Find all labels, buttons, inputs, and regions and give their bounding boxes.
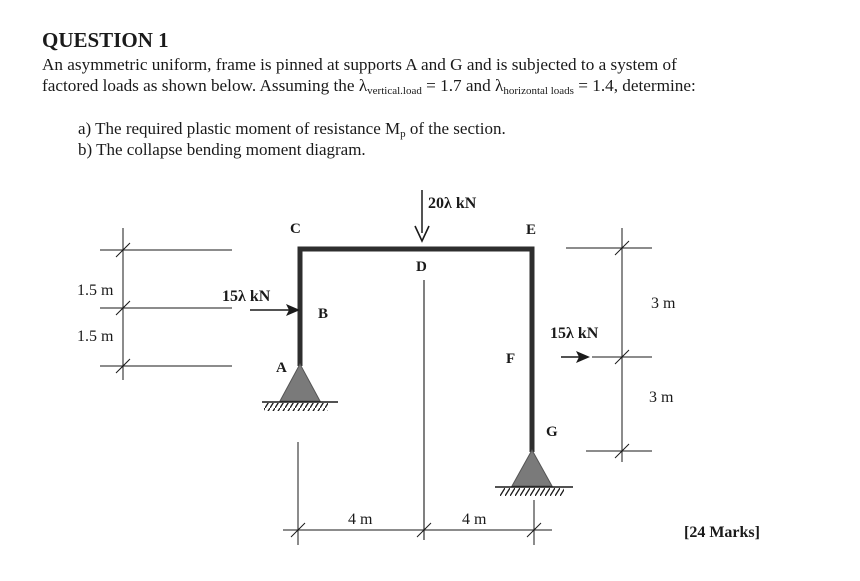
lambda-vertical-value: = 1.7 and bbox=[421, 76, 496, 95]
question-heading: QUESTION 1 bbox=[42, 28, 169, 52]
node-label-b: B bbox=[318, 306, 329, 322]
marks-label: [24 Marks] bbox=[684, 524, 760, 541]
load-right bbox=[550, 325, 612, 363]
part-a-text-end: of the section. bbox=[405, 119, 506, 138]
intro-line-1: An asymmetric uniform, frame is pinned at supports A and G and is subjected to a system of bbox=[42, 55, 677, 74]
support-a-hatch bbox=[264, 403, 328, 411]
dimension-bottom-left-label: 4 m bbox=[348, 511, 373, 528]
load-top-label: 20λ kN bbox=[428, 195, 477, 212]
dimension-right-upper-label: 3 m bbox=[651, 295, 676, 312]
node-label-e: E bbox=[526, 222, 537, 238]
lambda-horizontal-subscript: horizontal loads bbox=[503, 85, 574, 97]
load-right-label: 15λ kN bbox=[550, 325, 599, 342]
load-top bbox=[415, 190, 477, 241]
support-g bbox=[495, 450, 573, 496]
intro-line-2-start: factored loads as shown below. Assuming the bbox=[42, 76, 359, 95]
part-b: b) The collapse bending moment diagram. bbox=[78, 140, 366, 159]
part-a-text: a) The required plastic moment of resistance M bbox=[78, 119, 401, 138]
node-label-f: F bbox=[506, 351, 516, 367]
node-label-c: C bbox=[290, 221, 301, 237]
dimension-right-lower-label: 3 m bbox=[649, 389, 674, 406]
dimension-left-lower-label: 1.5 m bbox=[77, 328, 114, 345]
lambda-horizontal-symbol: λ bbox=[495, 76, 504, 95]
node-label-d: D bbox=[416, 259, 427, 275]
node-label-a: A bbox=[276, 360, 287, 376]
lambda-horizontal-value: = 1.4, determine: bbox=[573, 76, 696, 95]
lambda-vertical-subscript: vertical.load bbox=[367, 85, 422, 97]
support-a bbox=[262, 364, 338, 411]
frame-members bbox=[298, 249, 535, 452]
load-left bbox=[222, 288, 300, 316]
support-g-triangle bbox=[512, 450, 552, 486]
dimension-left-upper-label: 1.5 m bbox=[77, 282, 114, 299]
dimension-right bbox=[566, 228, 652, 462]
lambda-vertical-symbol: λ bbox=[358, 76, 368, 95]
node-label-g: G bbox=[546, 424, 558, 440]
dimension-bottom-right-label: 4 m bbox=[462, 511, 487, 528]
part-a-subscript: p bbox=[400, 128, 406, 140]
load-left-label: 15λ kN bbox=[222, 288, 271, 305]
support-g-hatch bbox=[500, 488, 564, 496]
dimension-left bbox=[100, 228, 232, 380]
